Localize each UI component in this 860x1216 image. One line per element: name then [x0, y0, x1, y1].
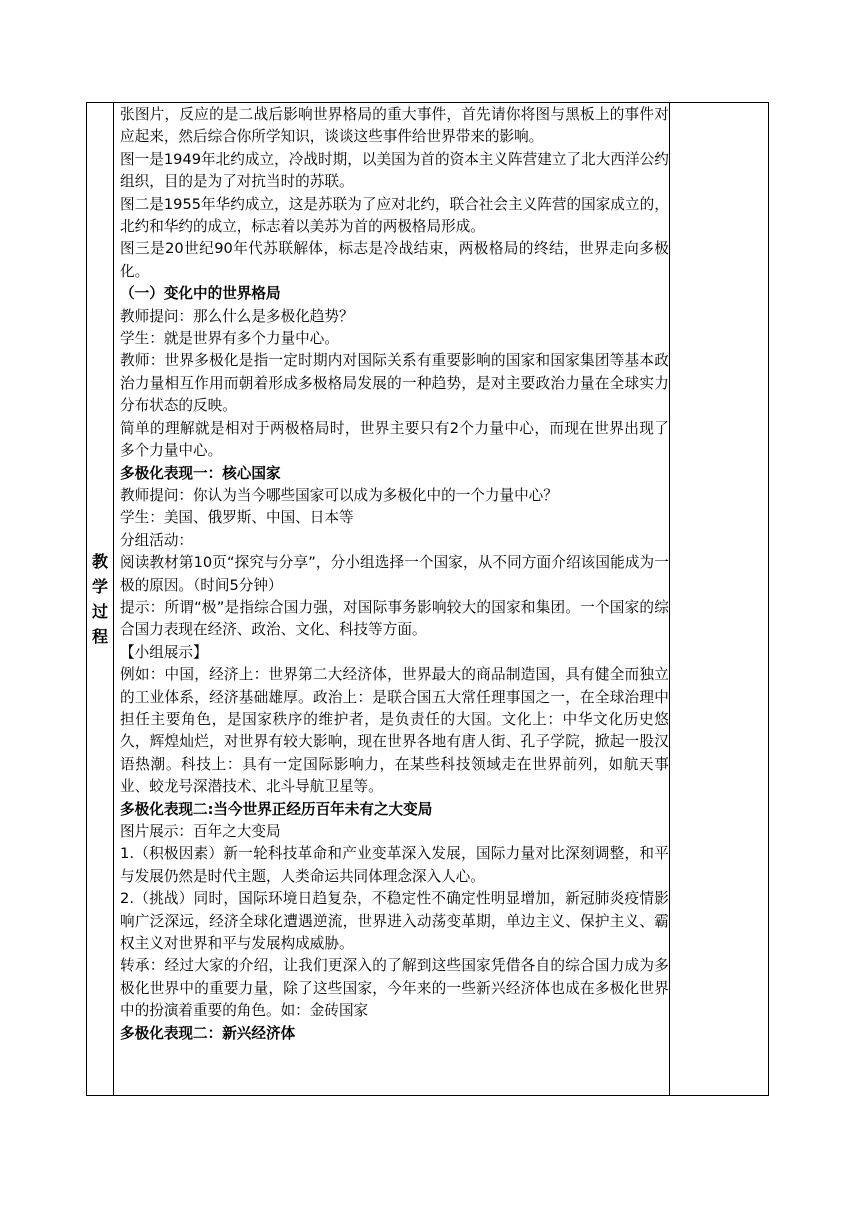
content-paragraph: 2.（挑战）同时，国际环境日趋复杂，不稳定性不确定性明显增加，新冠肺炎疫情影响广泛深远，经济全球化遭遇逆流，世界进入动荡变革期，单边主义、保护主义、霸权主义对世界和平与发展构成威胁。	[120, 890, 669, 953]
content-paragraph: 图一是1949年北约成立，冷战时期，以美国为首的资本主义阵营建立了北大西洋公约组织，目的是为了对抗当时的苏联。	[120, 150, 669, 191]
content-paragraph: 教师提问：你认为当今哪些国家可以成为多极化中的一个力量中心？	[120, 486, 558, 504]
table-row	[87, 103, 769, 1096]
content-paragraph: 图三是20世纪90年代苏联解体，标志是冷战结束，两极格局的终结，世界走向多极化。	[120, 240, 669, 280]
content-paragraph: 例如：中国，经济上：世界第二大经济体，世界最大的商品制造国，具有健全而独立的工业体系，经济基础雄厚。政治上：是联合国五大常任理事国之一，在全球治理中担任主要角色，是国家秩序的维护者，是负责任的大国。文化上：中华文化历史悠久，辉煌灿烂，对世界有较大影响，现在世界各地有唐人街、孔子学院，掀起一股汉语热潮。科技上：具有一定国际影响力，在某些科技领域走在世界前列，如航天事业、蛟龙号深潜技术、北斗导航卫星等。	[120, 666, 669, 796]
section-heading: 多极化表现一：核心国家	[120, 464, 281, 482]
content-paragraph: 阅读教材第10页“探究与分享”，分小组选择一个国家，从不同方面介绍该国能成为一极的原因。（时间5分钟）	[120, 554, 669, 594]
section-label-cell	[87, 103, 114, 1096]
content-paragraph: 图二是1955年华约成立，这是苏联为了应对北约，联合社会主义阵营的国家成立的，北约和华约的成立，标志着以美苏为首的两极格局形成。	[120, 195, 669, 236]
content-body	[120, 104, 669, 1045]
content-paragraph: 分组活动：	[120, 531, 194, 549]
content-paragraph: 1.（积极因素）新一轮科技革命和产业变革深入发展，国际力量对比深刻调整，和平与发展仍然是时代主题，人类命运共同体理念深入人心。	[120, 845, 669, 885]
content-paragraph: 学生：就是世界有多个力量中心。	[120, 330, 339, 348]
content-paragraph: 教师提问：那么什么是多极化趋势？	[120, 307, 354, 325]
notes-cell	[669, 103, 768, 1096]
section-label: 教学过程	[92, 552, 109, 646]
content-paragraph: 图片展示：百年之大变局	[120, 823, 281, 840]
content-paragraph: 教师：世界多极化是指一定时期内对国际关系有重要影响的国家和国家集团等基本政治力量相互作用而朝着形成多极格局发展的一种趋势，是对主要政治力量在全球实力分布状态的反映。	[120, 352, 669, 415]
section-heading: 多极化表现二:当今世界正经历百年未有之大变局	[120, 800, 433, 818]
content-paragraph: 学生：美国、俄罗斯、中国、日本等	[120, 509, 354, 527]
content-paragraph: 提示：所谓“极”是指综合国力强，对国际事务影响较大的国家和集团。一个国家的综合国力表现在经济、政治、文化、科技等方面。	[120, 598, 669, 639]
content-paragraph: 转承：经过大家的介绍，让我们更深入的了解到这些国家凭借各自的综合国力成为多极化世界中的重要力量，除了这些国家，今年来的一些新兴经济体也成在多极化世界中的扮演着重要的角色。如：金砖国家	[120, 957, 669, 1020]
content-paragraph: 【小组展示】	[120, 643, 208, 661]
content-cell	[114, 103, 670, 1096]
section-heading: （一）变化中的世界格局	[120, 285, 281, 303]
lesson-plan-table	[86, 102, 769, 1096]
content-paragraph: 张图片，反应的是二战后影响世界格局的重大事件，首先请你将图与黑板上的事件对应起来，然后综合你所学知识，谈谈这些事件给世界带来的影响。	[120, 106, 669, 146]
section-heading: 多极化表现二：新兴经济体	[120, 1024, 296, 1042]
content-paragraph: 简单的理解就是相对于两极格局时，世界主要只有2个力量中心，而现在世界出现了多个力量中心。	[120, 419, 669, 460]
